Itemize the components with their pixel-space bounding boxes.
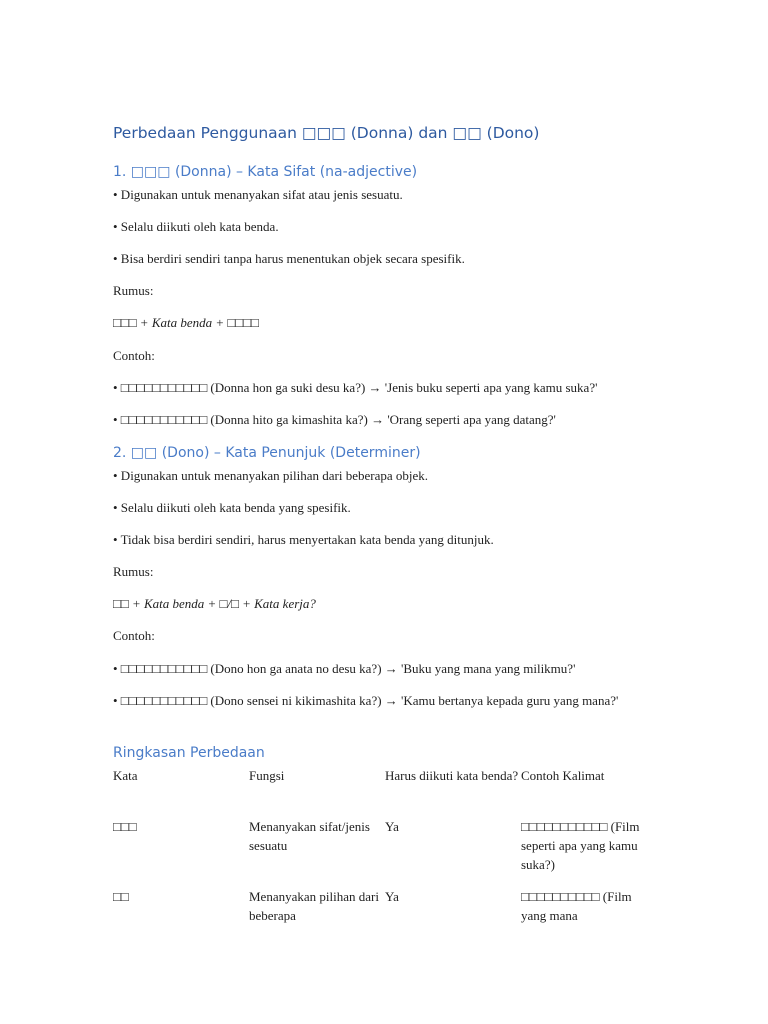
dono-point-3: • Tidak bisa berdiri sendiri, harus menyertakan kata benda yang ditunjuk. [113,532,494,547]
section-donna-heading: 1. □□□ (Donna) – Kata Sifat (na-adjective) [113,164,418,180]
table-header-cell: Fungsi [249,768,285,783]
dono-example-2: • □□□□□□□□□□□ (Dono sensei ni kikimashita ka?) → 'Kamu bertanya kepada guru yang mana?' [113,693,619,708]
table-cell: Ya [385,819,399,834]
dono-point-2: • Selalu diikuti oleh kata benda yang spesifik. [113,500,351,515]
summary-table [113,766,657,925]
table-cell: □□□□□□□□□□ (Film yang mana [521,889,632,923]
donna-point-1: • Digunakan untuk menanyakan sifat atau jenis sesuatu. [113,187,403,202]
table-header-cell: Kata [113,768,138,783]
table-cell: □□ [113,889,129,904]
table-cell: Menanyakan pilihan dari beberapa [249,889,379,923]
table-row [113,887,657,925]
donna-example-2: • □□□□□□□□□□□ (Donna hito ga kimashita ka?) → 'Orang seperti apa yang datang?' [113,412,556,427]
dono-rumus-label: Rumus: [113,564,154,579]
dono-rumus-formula: □□ + Kata benda + □/□ + Kata kerja? [113,596,316,611]
table-header-cell: Contoh Kalimat [521,768,605,783]
table-cell: □□□ [113,819,137,834]
table-cell: Ya [385,889,399,904]
table-header-cell: Harus diikuti kata benda? [385,768,519,783]
donna-rumus-formula: □□□ + Kata benda + □□□□ [113,315,259,330]
dono-point-1: • Digunakan untuk menanyakan pilihan dari beberapa objek. [113,468,429,483]
summary-heading: Ringkasan Perbedaan [113,745,265,761]
table-header-row [113,766,657,817]
donna-point-2: • Selalu diikuti oleh kata benda. [113,219,279,234]
table-row [113,817,657,887]
table-cell: Menanyakan sifat/jenis sesuatu [249,819,370,853]
section-dono-heading: 2. □□ (Dono) – Kata Penunjuk (Determiner) [113,445,421,461]
document-title: Perbedaan Penggunaan □□□ (Donna) dan □□ (Dono) [113,124,540,142]
donna-contoh-label: Contoh: [113,348,155,363]
donna-point-3: • Bisa berdiri sendiri tanpa harus menentukan objek secara spesifik. [113,251,465,266]
donna-rumus-label: Rumus: [113,283,154,298]
dono-contoh-label: Contoh: [113,628,155,643]
dono-example-1: • □□□□□□□□□□□ (Dono hon ga anata no desu ka?) → 'Buku yang mana yang milikmu?' [113,661,576,676]
table-cell: □□□□□□□□□□□ (Film seperti apa yang kamu suka?) [521,819,640,872]
donna-example-1: • □□□□□□□□□□□ (Donna hon ga suki desu ka?) → 'Jenis buku seperti apa yang kamu suka?' [113,380,598,395]
